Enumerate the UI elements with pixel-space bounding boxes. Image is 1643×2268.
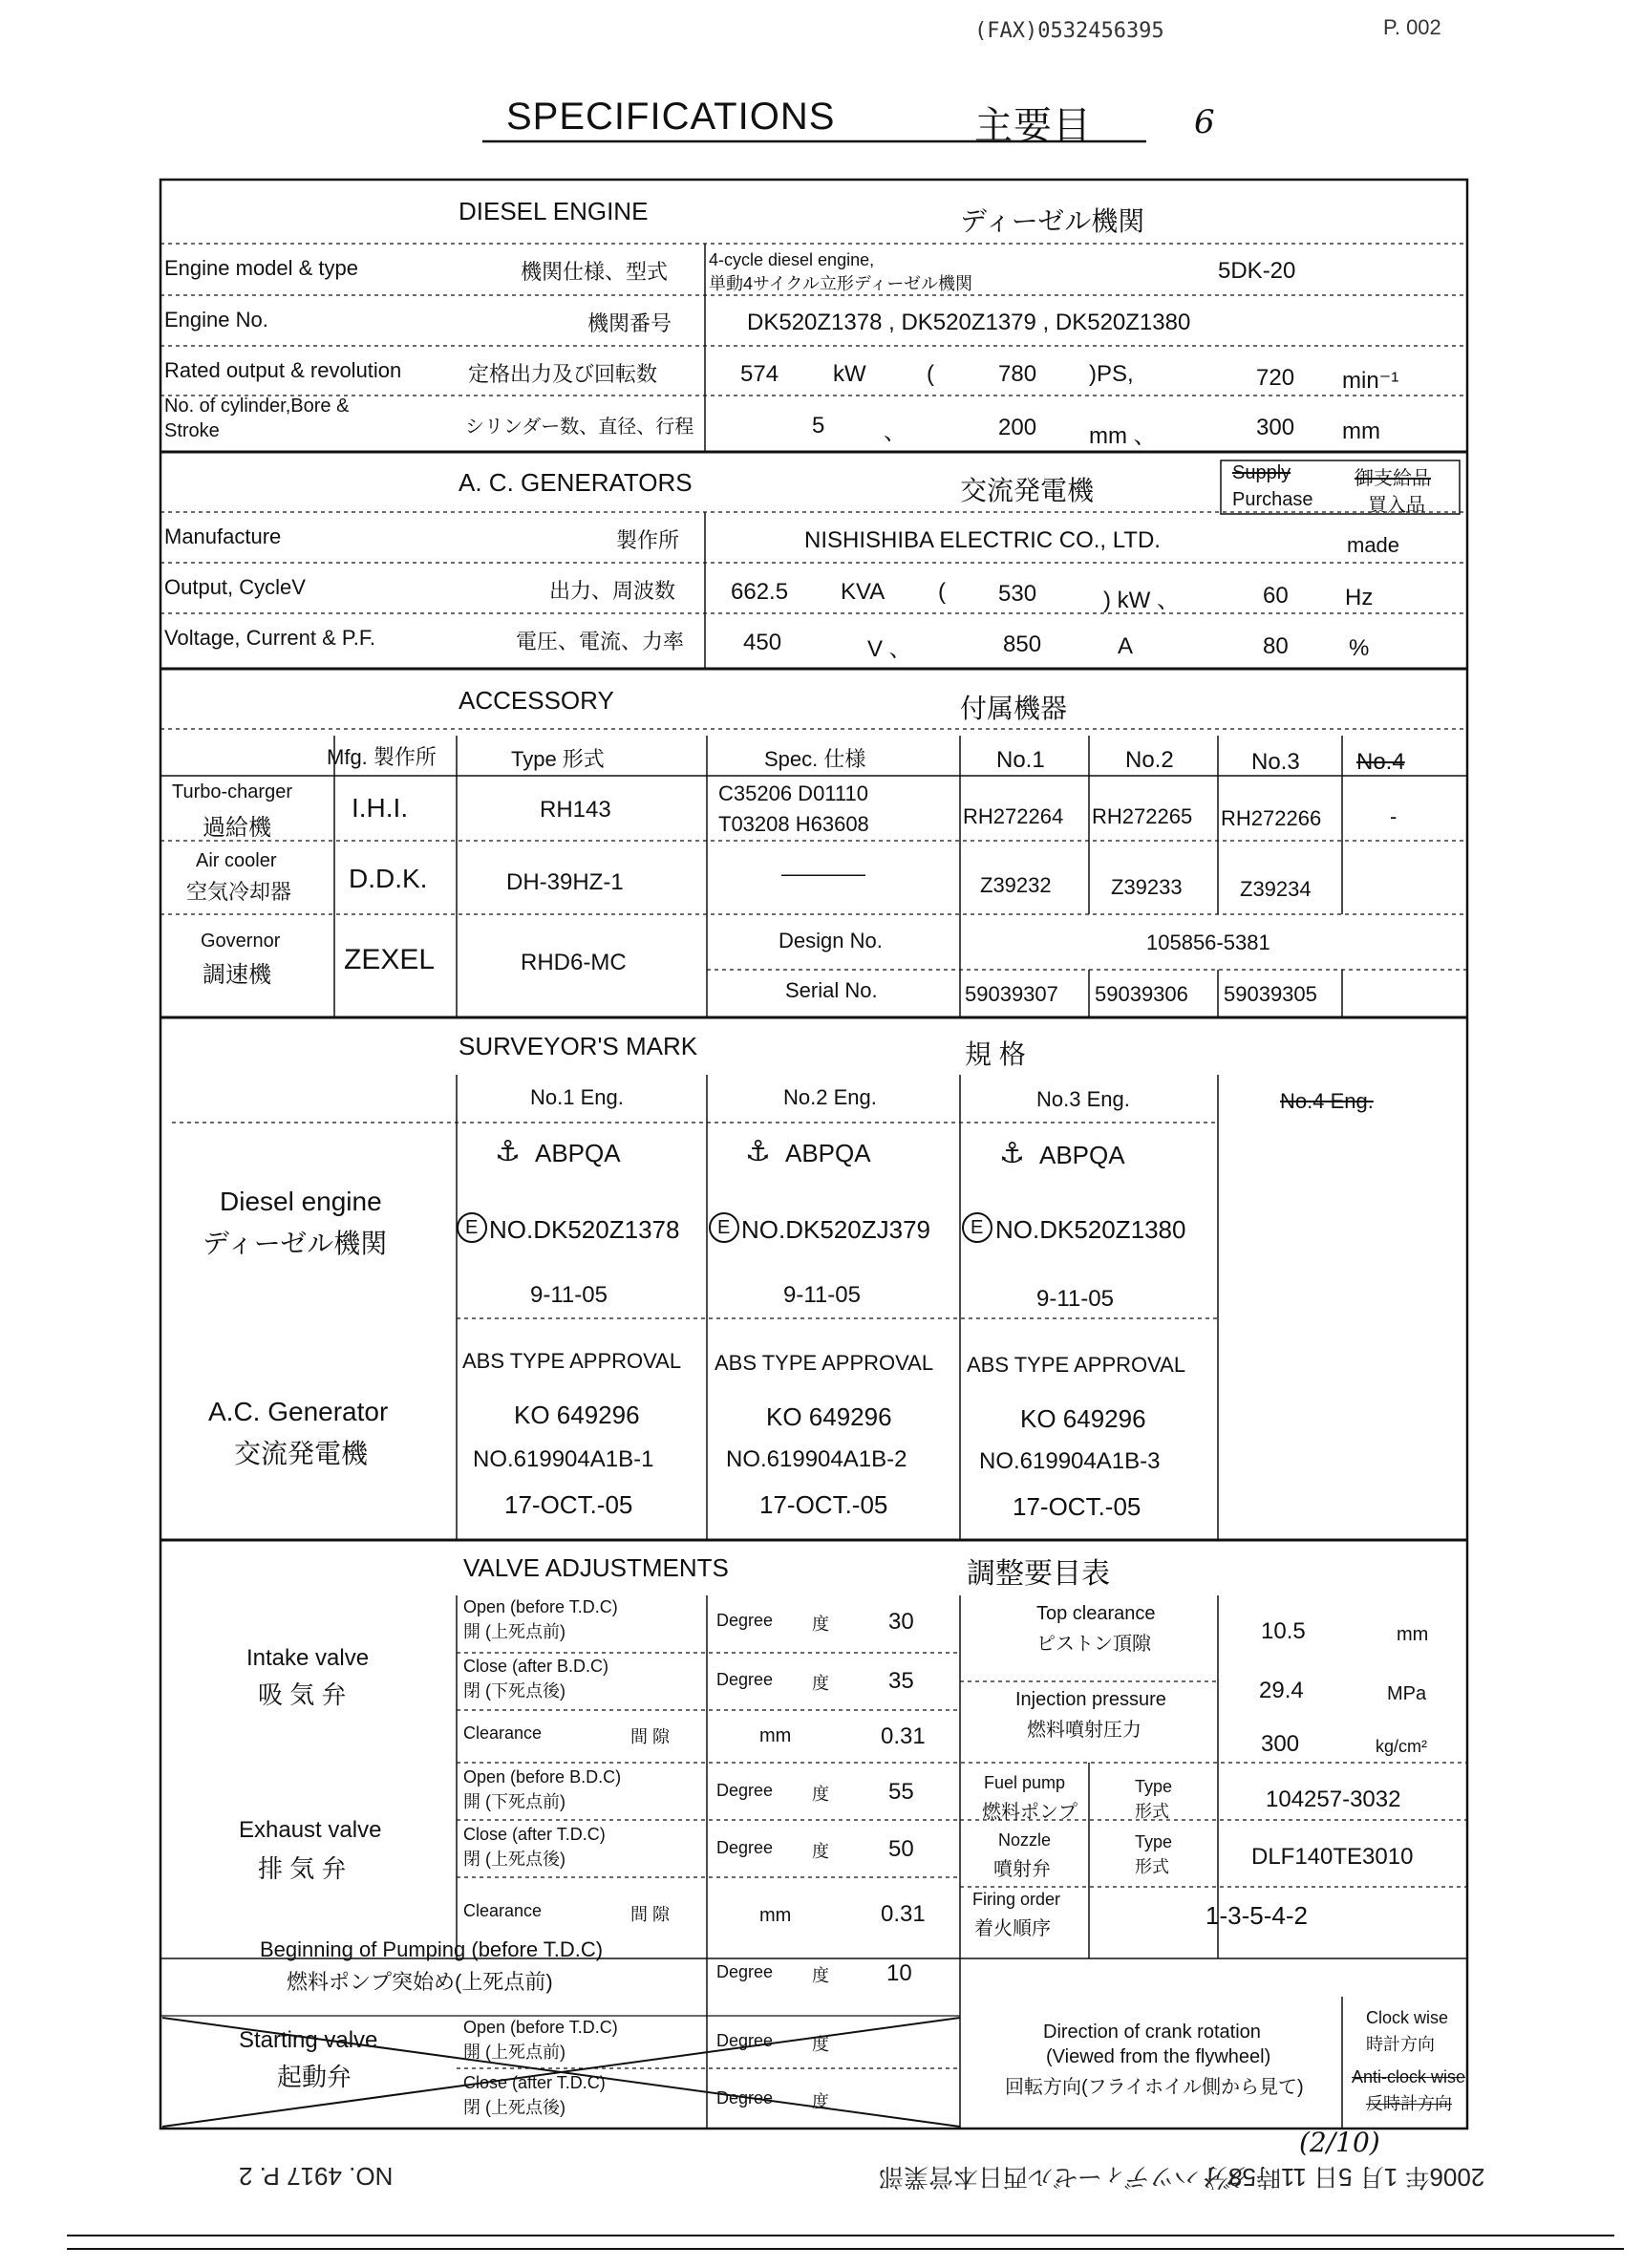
surveyor-diesel-label: Diesel engine: [220, 1187, 382, 1216]
engine-date-3: 9-11-05: [1036, 1286, 1114, 1312]
firing-order-value: 1-3-5-4-2: [1206, 1901, 1308, 1930]
engine-no-label: Engine No.: [164, 308, 268, 332]
cylinder-label-2: Stroke: [164, 420, 220, 441]
power-factor-unit: %: [1349, 635, 1370, 661]
col-no1: No.1: [996, 747, 1045, 773]
exhaust-close-value: 50: [888, 1836, 914, 1862]
title-en: SPECIFICATIONS: [506, 96, 836, 138]
serial-no1: 59039307: [965, 982, 1058, 1006]
output-label: Output, CycleV: [164, 575, 306, 599]
abpqa-1: ABPQA: [535, 1139, 621, 1167]
top-clearance-label: Top clearance: [1036, 1603, 1156, 1624]
surveyor-col-no1: No.1 Eng.: [530, 1085, 624, 1109]
output-paren: (: [938, 579, 946, 605]
nozzle-type-label-jp: 形式: [1135, 1857, 1169, 1876]
intake-clearance-value: 0.31: [881, 1723, 926, 1749]
engine-stamp-3: NO.DK520Z1380: [995, 1215, 1186, 1244]
output-kw-unit: ) kW 、: [1103, 588, 1180, 613]
turbo-label: Turbo-charger: [172, 781, 292, 802]
engine-no-value: DK520Z1378 , DK520Z1379 , DK520Z1380: [747, 310, 1191, 335]
design-no-label: Design No.: [779, 929, 883, 952]
exhaust-close-degree-label: Degree: [716, 1838, 774, 1857]
engine-stamp-2: NO.DK520ZJ379: [741, 1215, 930, 1244]
rated-output-label-jp: 定格出力及び回転数: [468, 362, 658, 386]
current-unit: A: [1118, 633, 1134, 659]
firing-order-label: Firing order: [972, 1890, 1061, 1909]
injection-pressure-label-jp: 燃料噴射圧力: [1027, 1720, 1142, 1741]
injection-pressure-mpa: 29.4: [1259, 1678, 1304, 1703]
intake-open-value: 30: [888, 1609, 914, 1635]
engine-date-2: 9-11-05: [783, 1282, 861, 1308]
governor-type: RHD6-MC: [521, 950, 627, 975]
class-mark-icon: ⚓: [745, 1136, 771, 1167]
surveyor-title-jp: 規 格: [965, 1039, 1026, 1069]
cylinder-count: 5: [812, 413, 825, 439]
cylinder-label-1: No. of cylinder,Bore &: [164, 396, 350, 417]
engine-stamp-1: NO.DK520Z1378: [489, 1215, 680, 1244]
top-clearance-value: 10.5: [1261, 1618, 1306, 1644]
starting-close-label: Close (after T.D.C): [463, 2073, 606, 2092]
voltage-label-jp: 電圧、電流、力率: [516, 630, 685, 653]
starting-open-degree-label: Degree: [716, 2031, 774, 2050]
approval-1: ABS TYPE APPROVAL: [462, 1349, 682, 1373]
nozzle-type-label: Type: [1135, 1832, 1173, 1851]
voltage-value: 450: [743, 630, 782, 655]
intake-close-label: Close (after B.D.C): [463, 1657, 609, 1676]
exhaust-valve-label-jp: 排 気 弁: [258, 1854, 347, 1883]
engine-model-label-jp: 機関仕様、型式: [521, 260, 669, 284]
surveyor-col-no4: No.4 Eng.: [1280, 1089, 1374, 1113]
starting-close-label-jp: 閉 (上死点後): [463, 2098, 565, 2117]
top-clearance-label-jp: ピストン頂隙: [1036, 1634, 1151, 1655]
col-no3: No.3: [1251, 749, 1300, 775]
ko-number-1: KO 649296: [514, 1401, 640, 1429]
output-frequency-unit: Hz: [1345, 585, 1374, 610]
exhaust-close-degree-jp: 度: [812, 1842, 829, 1861]
diesel-title-jp: ディーゼル機関: [960, 206, 1145, 236]
valve-title-jp: 調整要目表: [967, 1558, 1110, 1590]
intake-close-value: 35: [888, 1668, 914, 1694]
bore-value: 200: [998, 415, 1037, 440]
col-spec: Spec. 仕様: [764, 747, 866, 771]
exhaust-open-label: Open (before B.D.C): [463, 1767, 622, 1787]
starting-valve-label-jp: 起動弁: [277, 2063, 352, 2091]
purchase-label-jp: 買入品: [1368, 495, 1425, 516]
starting-close-degree-label: Degree: [716, 2088, 774, 2108]
manufacture-label-jp: 製作所: [616, 528, 680, 552]
generators-title-en: A. C. GENERATORS: [459, 468, 693, 497]
approval-3: ABS TYPE APPROVAL: [967, 1353, 1186, 1377]
fax-number: (FAX)0532456395: [974, 19, 1164, 43]
turbo-no2: RH272265: [1092, 804, 1193, 828]
col-type: Type 形式: [511, 747, 605, 771]
clockwise-label-jp: 時計方向: [1366, 2035, 1435, 2054]
turbo-no4: -: [1390, 804, 1398, 828]
crank-rotation-label-jp: 回転方向(フライホイル側から見て): [1005, 2077, 1304, 2098]
anticlockwise-label: Anti-clock wise: [1352, 2067, 1466, 2086]
engine-model-desc1: 4-cycle diesel engine,: [709, 250, 875, 269]
accessory-title-en: ACCESSORY: [459, 686, 614, 715]
nozzle-label: Nozzle: [998, 1830, 1052, 1850]
ko-number-2: KO 649296: [766, 1402, 892, 1431]
ko-number-3: KO 649296: [1020, 1404, 1146, 1433]
engine-model-desc2: 単動4サイクル立形ディーゼル機関: [709, 274, 973, 293]
injection-pressure-kg-unit: kg/cm²: [1376, 1737, 1427, 1756]
col-mfg: Mfg. 製作所: [327, 745, 437, 769]
pumping-label-jp: 燃料ポンプ突始め(上死点前): [287, 1970, 553, 1994]
nozzle-label-jp: 噴射弁: [993, 1859, 1051, 1880]
rated-output-ps: 780: [998, 361, 1037, 387]
serial-no3: 59039305: [1224, 982, 1317, 1006]
cooler-no3: Z39234: [1240, 877, 1312, 901]
fuel-pump-type-label: Type: [1135, 1777, 1173, 1796]
nozzle-value: DLF140TE3010: [1251, 1844, 1414, 1870]
intake-close-degree-label: Degree: [716, 1670, 774, 1689]
circled-e-icon: E: [465, 1217, 479, 1238]
exhaust-clearance-value: 0.31: [881, 1901, 926, 1927]
starting-open-label-jp: 開 (上死点前): [463, 2043, 565, 2062]
cooler-label-jp: 空気冷却器: [186, 880, 292, 904]
surveyor-diesel-label-jp: ディーゼル機関: [203, 1229, 388, 1258]
pumping-degree-jp: 度: [812, 1966, 829, 1985]
firing-order-label-jp: 着火順序: [974, 1918, 1051, 1939]
turbo-type: RH143: [540, 797, 611, 823]
abpqa-2: ABPQA: [785, 1139, 871, 1167]
turbo-label-jp: 過給機: [203, 815, 271, 841]
cooler-spec: ————: [781, 862, 865, 886]
intake-close-degree-jp: 度: [812, 1674, 829, 1693]
engine-model-label: Engine model & type: [164, 256, 359, 280]
surveyor-col-no2: No.2 Eng.: [783, 1085, 877, 1109]
power-factor-value: 80: [1263, 633, 1289, 659]
starting-open-label: Open (before T.D.C): [463, 2018, 618, 2037]
voltage-label: Voltage, Current & P.F.: [164, 626, 375, 650]
intake-valve-label: Intake valve: [246, 1645, 370, 1671]
exhaust-clearance-label: Clearance: [463, 1901, 543, 1920]
cooler-no1: Z39232: [980, 873, 1052, 897]
bore-unit: mm 、: [1089, 423, 1157, 449]
turbo-no3: RH272266: [1221, 806, 1322, 830]
supply-label: Supply: [1232, 462, 1291, 483]
title-mark: 6: [1194, 103, 1215, 141]
governor-mfg: ZEXEL: [344, 944, 436, 975]
fuel-pump-label-jp: 燃料ポンプ: [982, 1802, 1078, 1823]
crank-rotation-sub: (Viewed from the flywheel): [1046, 2046, 1271, 2067]
serial-no-label: Serial No.: [785, 978, 878, 1002]
gen-date-2: 17-OCT.-05: [759, 1490, 888, 1519]
revolution-unit: min⁻¹: [1342, 368, 1399, 394]
cooler-label: Air cooler: [196, 850, 277, 871]
surveyor-generator-label: A.C. Generator: [208, 1397, 389, 1426]
crank-rotation-label: Direction of crank rotation: [1043, 2022, 1261, 2043]
governor-label: Governor: [201, 931, 281, 952]
rated-output-ps-unit: )PS,: [1089, 361, 1134, 387]
fuel-pump-label: Fuel pump: [984, 1773, 1066, 1792]
exhaust-open-degree-label: Degree: [716, 1781, 774, 1800]
exhaust-valve-label: Exhaust valve: [239, 1817, 382, 1843]
intake-close-label-jp: 閉 (下死点後): [463, 1681, 565, 1701]
revolution-value: 720: [1256, 365, 1295, 391]
output-kva-unit: KVA: [841, 579, 886, 605]
intake-open-label: Open (before T.D.C): [463, 1597, 618, 1616]
output-frequency: 60: [1263, 583, 1289, 609]
circled-e-icon: E: [717, 1217, 731, 1238]
engine-date-1: 9-11-05: [530, 1282, 608, 1308]
rated-output-kw: 574: [740, 361, 779, 387]
turbo-no1: RH272264: [963, 804, 1064, 828]
current-value: 850: [1003, 631, 1042, 657]
cooler-no2: Z39233: [1111, 875, 1183, 899]
intake-clearance-unit: mm: [759, 1725, 792, 1746]
accessory-title-jp: 付属機器: [960, 694, 1068, 723]
generators-title-jp: 交流発電機: [960, 476, 1095, 505]
exhaust-close-label: Close (after T.D.C): [463, 1825, 606, 1844]
cooler-type: DH-39HZ-1: [506, 869, 624, 895]
governor-label-jp: 調速機: [203, 962, 271, 988]
starting-open-degree-jp: 度: [812, 2035, 829, 2054]
stroke-unit: mm: [1342, 418, 1380, 444]
turbo-spec2: T03208 H63608: [718, 812, 869, 836]
output-kva: 662.5: [731, 579, 789, 605]
diesel-title-en: DIESEL ENGINE: [459, 197, 649, 225]
surveyor-generator-label-jp: 交流発電機: [234, 1439, 369, 1468]
sheet-number: (2/10): [1299, 2127, 1380, 2158]
turbo-spec1: C35206 D01110: [718, 781, 868, 805]
fax-footer-left: NO. 4917 P. 2: [239, 2162, 394, 2191]
manufacture-suffix: made: [1347, 533, 1400, 557]
gen-date-3: 17-OCT.-05: [1013, 1492, 1142, 1521]
starting-close-degree-jp: 度: [812, 2092, 829, 2111]
design-no-value: 105856-5381: [1146, 931, 1270, 954]
approval-2: ABS TYPE APPROVAL: [715, 1351, 934, 1375]
exhaust-close-label-jp: 閉 (上死点後): [463, 1850, 565, 1869]
starting-valve-label: Starting valve: [239, 2027, 378, 2053]
cylinder-label-jp: シリンダー数、直径、行程: [465, 417, 694, 438]
serial-no2: 59039306: [1095, 982, 1188, 1006]
circled-e-icon: E: [971, 1217, 984, 1238]
engine-no-label-jp: 機関番号: [587, 311, 672, 335]
pumping-label: Beginning of Pumping (before T.D.C): [260, 1937, 604, 1961]
gen-date-1: 17-OCT.-05: [504, 1490, 633, 1519]
output-kw: 530: [998, 581, 1037, 607]
gen-serial-3: NO.619904A1B-3: [979, 1448, 1161, 1474]
fax-footer-right: 2006年 1月 5日 11時58分: [1204, 2163, 1485, 2192]
output-label-jp: 出力、周波数: [549, 579, 676, 603]
purchase-label: Purchase: [1232, 489, 1313, 510]
class-mark-icon: ⚓: [495, 1136, 521, 1167]
intake-open-degree-jp: 度: [812, 1615, 829, 1634]
col-no2: No.2: [1125, 747, 1174, 773]
injection-pressure-kg: 300: [1261, 1731, 1300, 1757]
title-jp: 主要目: [974, 105, 1092, 147]
exhaust-clearance-unit: mm: [759, 1905, 792, 1926]
fuel-pump-type-label-jp: 形式: [1135, 1802, 1169, 1821]
pumping-value: 10: [886, 1960, 912, 1986]
gen-serial-2: NO.619904A1B-2: [726, 1446, 907, 1472]
stroke-value: 300: [1256, 415, 1295, 440]
rated-output-kw-unit: kW: [833, 361, 866, 387]
valve-title-en: VALVE ADJUSTMENTS: [463, 1553, 729, 1582]
engine-model-value: 5DK-20: [1218, 258, 1296, 284]
exhaust-clearance-label-jp: 間 隙: [630, 1905, 671, 1924]
voltage-unit: V 、: [867, 636, 912, 662]
fuel-pump-value: 104257-3032: [1266, 1787, 1401, 1812]
intake-open-degree-label: Degree: [716, 1611, 774, 1630]
rated-output-label: Rated output & revolution: [164, 358, 402, 382]
manufacture-value: NISHISHIBA ELECTRIC CO., LTD.: [804, 527, 1161, 553]
manufacture-label: Manufacture: [164, 524, 282, 548]
anticlockwise-label-jp: 反時計方向: [1366, 2094, 1452, 2113]
intake-clearance-label-jp: 間 隙: [630, 1727, 671, 1746]
intake-valve-label-jp: 吸 気 弁: [258, 1680, 347, 1709]
gen-serial-1: NO.619904A1B-1: [473, 1446, 654, 1472]
exhaust-open-label-jp: 開 (下死点前): [463, 1792, 565, 1811]
rated-output-paren: (: [927, 361, 934, 387]
injection-pressure-label: Injection pressure: [1015, 1689, 1166, 1710]
turbo-mfg: I.H.I.: [352, 793, 409, 823]
top-clearance-unit: mm: [1397, 1624, 1429, 1645]
cylinder-sep: 、: [884, 419, 907, 445]
fax-footer-mid: ダイハツディーゼル西日本営業部: [879, 2163, 1248, 2192]
injection-pressure-mpa-unit: MPa: [1387, 1683, 1427, 1704]
exhaust-open-value: 55: [888, 1779, 914, 1805]
cooler-mfg: D.D.K.: [349, 864, 428, 893]
intake-clearance-label: Clearance: [463, 1723, 543, 1743]
class-mark-icon: ⚓: [999, 1138, 1025, 1169]
clockwise-label: Clock wise: [1366, 2008, 1449, 2027]
supply-label-jp: 御支給品: [1355, 468, 1431, 489]
page-number: P. 002: [1383, 15, 1441, 39]
surveyor-title-en: SURVEYOR'S MARK: [459, 1032, 698, 1060]
intake-open-label-jp: 開 (上死点前): [463, 1622, 565, 1641]
exhaust-open-degree-jp: 度: [812, 1785, 829, 1804]
col-no4: No.4: [1356, 749, 1405, 775]
surveyor-col-no3: No.3 Eng.: [1036, 1087, 1130, 1111]
abpqa-3: ABPQA: [1039, 1141, 1125, 1169]
pumping-degree-label: Degree: [716, 1962, 774, 1981]
